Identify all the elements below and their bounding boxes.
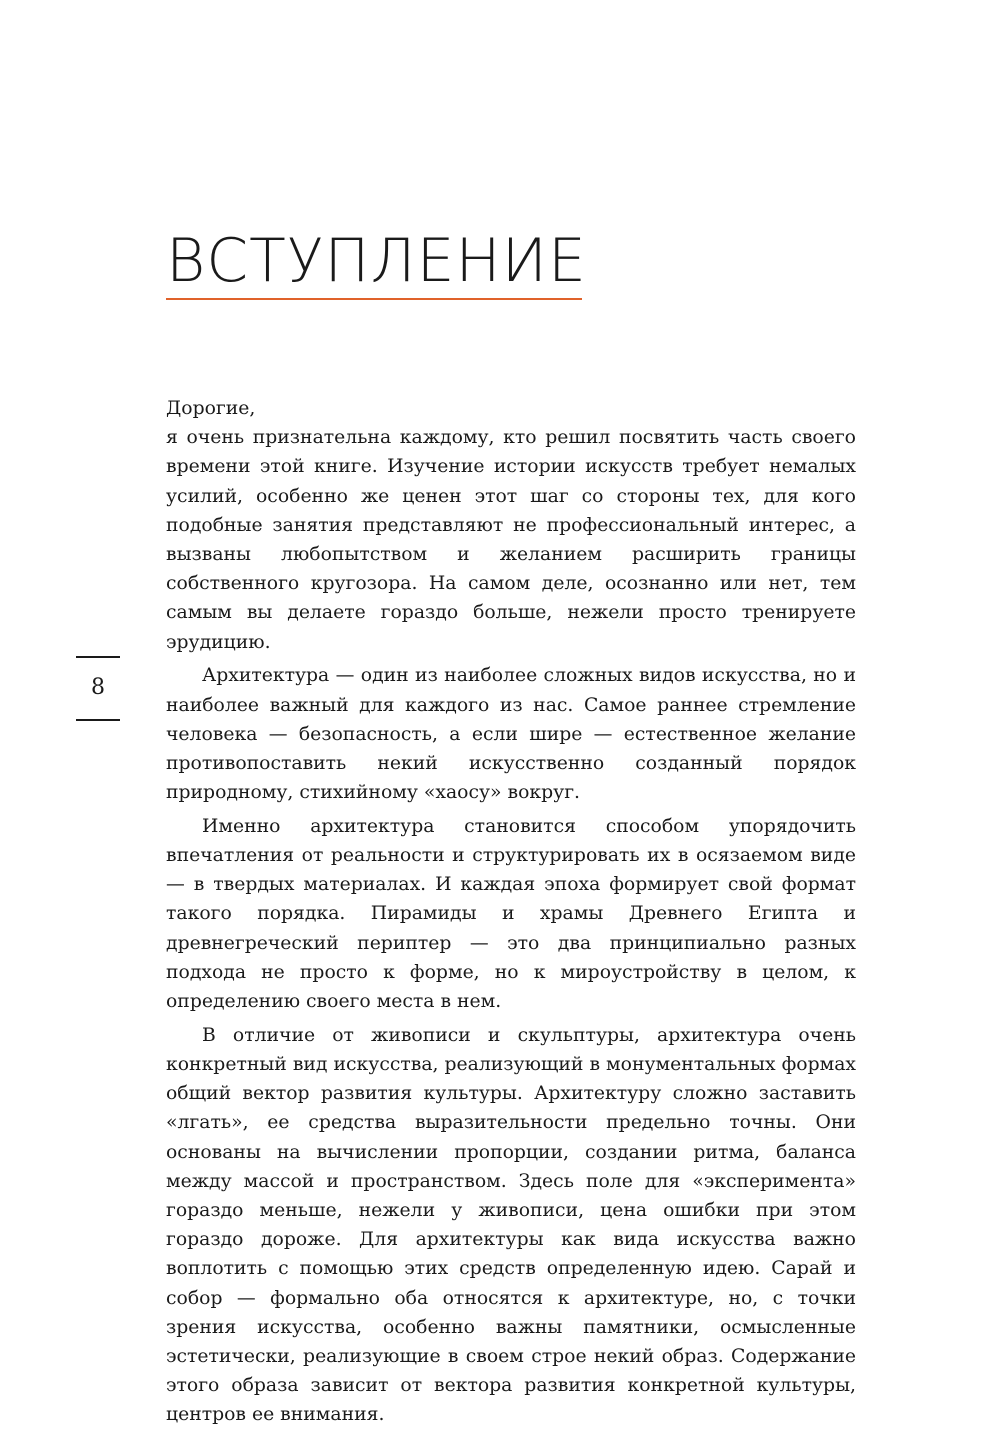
salutation: Дорогие, bbox=[166, 398, 256, 419]
page-number-bottom-rule bbox=[76, 719, 120, 721]
chapter-title: ВСТУПЛЕНИЕ bbox=[166, 226, 587, 296]
paragraph-2: Архитектура — один из наиболее сложных видов искусства, но и наиболее важный для каждого из нас. Самое раннее стремление человека — безопасность, а если шире — естественное желание противопоставить некий искусственно созданный порядок природному, стихийному «хаосу» вокруг. bbox=[166, 665, 856, 804]
page-number: 8 bbox=[91, 675, 105, 700]
paragraph-3: Именно архитектура становится способом упорядочить впечатления от реальности и структурировать их в осязаемом виде — в твердых материалах. И каждая эпоха формирует свой формат такого порядка. Пирамиды и храмы Древнего Египта и древнегреческий периптер — это два принципиально разных подхода не просто к форме, но к мироустройству в целом, к определению своего места в нем. bbox=[166, 815, 856, 1013]
title-underline bbox=[166, 298, 582, 300]
paragraph-1: я очень признательна каждому, кто решил посвятить часть своего времени этой книге. Изучение истории искусств требует немалых усилий, особенно же ценен этот шаг со стороны тех, для кого подобные занятия представляют не профессиональный интерес, а вызваны любопытством и желанием расширить границы собственного кругозора. На самом деле, осознанно или нет, тем самым вы делаете гораздо больше, нежели просто тренируете эрудицию. bbox=[166, 427, 856, 653]
paragraph-4: В отличие от живописи и скульптуры, архитектура очень конкретный вид искусства, реализующий в монументальных формах общий вектор развития культуры. Архитектуру сложно заставить «лгать», ее средства выразительности предельно точны. Они основаны на вычислении пропорции, создании ритма, баланса между массой и пространством. Здесь поле для «эксперимента» гораздо меньше, нежели у живописи, цена ошибки при этом гораздо дороже. Для архитектуры как вида искусства важно воплотить с помощью этих средств определенную идею. Сарай и собор — формально оба относятся к архитектуре, но, с точки зрения искусства, особенно важны памятники, осмысленные эстетически, реализующие в своем строе некий образ. Содержание этого образа зависит от вектора развития конкретной культуры, центров ее внимания. bbox=[166, 1024, 856, 1426]
page-number-block bbox=[76, 656, 120, 720]
body-text bbox=[166, 394, 856, 1434]
page-number-top-rule bbox=[76, 656, 120, 658]
